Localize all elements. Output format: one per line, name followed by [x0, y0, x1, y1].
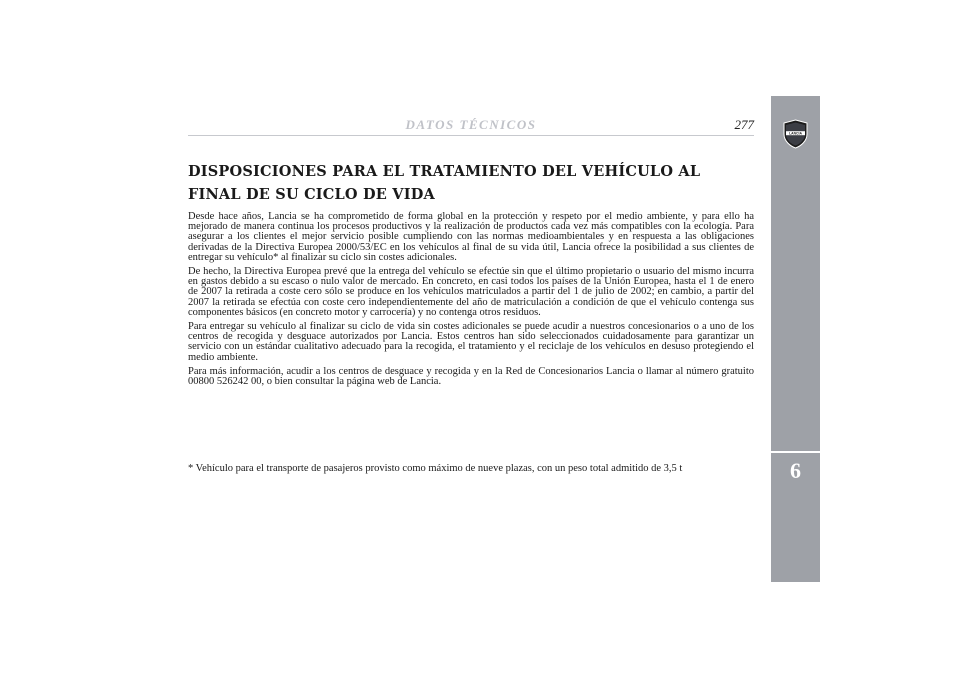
paragraph-intro: Desde hace años, Lancia se ha comprometido de forma global en la protección y respeto por el medio ambiente, y para ello ha mejorado de manera continua los procesos productivos y la realización de productos cada vez más compatibles con la ecología. Para asegurar a los clientes el mejor servicio posible cumpliendo con las normas medioambientales y en respuesta a las obligaciones derivadas de la Directiva Europea 2000/53/EC en los vehículos al final de su vida útil, Lancia ofrece la posibilidad a sus clientes de entregar su vehículo* al finalizar su ciclo sin costes adicionales. — [188, 211, 754, 263]
section-name: DATOS TÉCNICOS — [405, 117, 537, 132]
chapter-side-tab — [771, 96, 820, 582]
paragraph-information: Para más información, acudir a los centros de desguace y recogida y en la Red de Concesionarios Lancia o llamar al número gratuito 00800 526242 00, o bien consultar la página web de Lancia. — [188, 365, 754, 388]
footnote: * Vehículo para el transporte de pasajeros provisto como máximo de nueve plazas, con un peso total admitido de 3,5 t — [188, 463, 683, 474]
page-header — [188, 113, 754, 137]
tab-divider — [771, 451, 820, 453]
chapter-number: 6 — [790, 458, 801, 483]
lancia-logo-icon — [782, 119, 809, 149]
paragraph-directive: De hecho, la Directiva Europea prevé que la entrega del vehículo se efectúe sin que el último propietario o usuario del mismo incurra en gastos debido a su escaso o nulo valor de mercado. En concreto, en casi todos los países de la Unión Europea, hasta el 1 de enero de 2007 la retirada a coste cero sólo se produce en los vehículos matriculados a partir del 1 de julio de 2002; en cambio, a partir del 2007 la retirada se efectúa con coste cero independientemente del año de matriculación a condición de que el vehículo contenga sus componentes básicos (en concreto motor y carrocería) y no contenga otros residuos. — [188, 266, 754, 318]
logo-text: LANCIA — [789, 131, 802, 136]
paragraph-delivery: Para entregar su vehículo al finalizar su ciclo de vida sin costes adicionales se puede acudir a nuestros concesionarios o a uno de los centros de recogida y desguace autorizados por Lancia. Estos centros han sido seleccionados cuidadosamente para garantizar un servicio con un estándar cualitativo adecuado para la recogida, el tratamiento y el reciclaje de los vehículos en desuso protegiendo el medio ambiente. — [188, 321, 754, 363]
main-content — [188, 160, 754, 391]
document-title: DISPOSICIONES PARA EL TRATAMIENTO DEL VEHÍCULO AL FINAL DE SU CICLO DE VIDA — [188, 163, 701, 203]
header-rule — [188, 135, 754, 136]
page-number: 277 — [734, 117, 754, 132]
